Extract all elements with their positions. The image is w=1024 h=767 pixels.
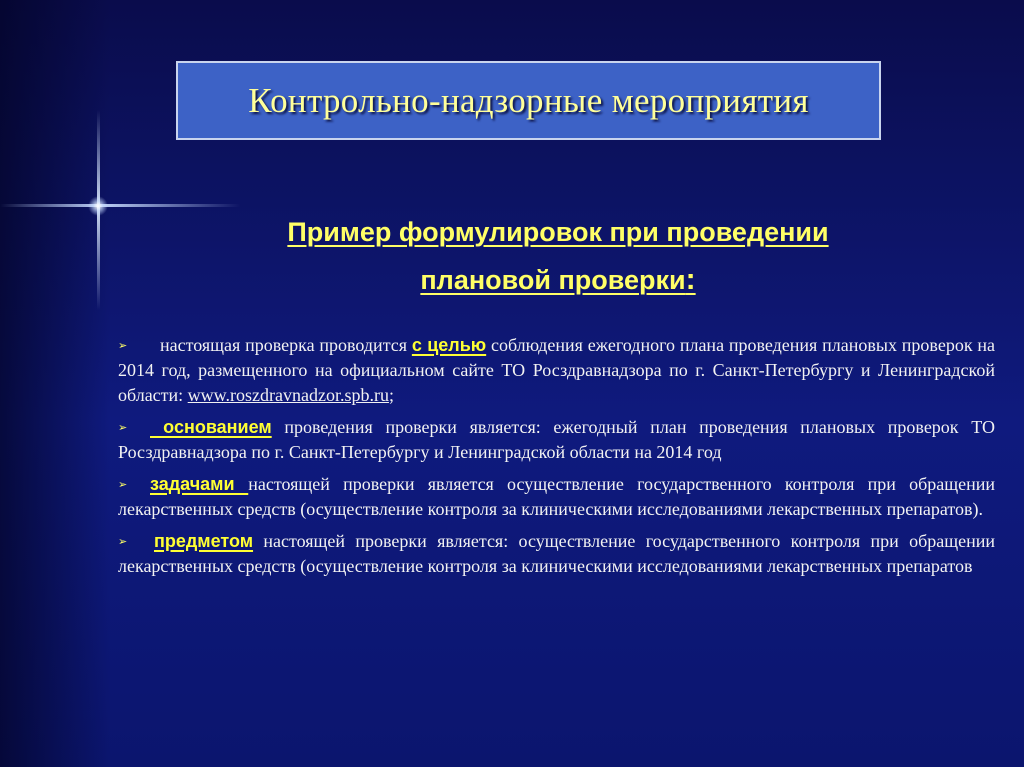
item-text: соблюдения ежегодного плана проведения плановых проверок на 2014 год, размещенного на официальном сайте ТО Росздравнадзора по г. Санкт-Петербургу и Ленинградской области: bbox=[118, 335, 996, 405]
list-item bbox=[118, 415, 995, 465]
slide-title: Контрольно-надзорные мероприятия bbox=[248, 80, 809, 120]
item-keyword: с целью bbox=[411, 335, 487, 355]
item-text: настоящей проверки является: осуществление государственного контроля при обращении лекарственных средств (осуществление контроля за клиническими исследованиями лекарственных препаратов bbox=[118, 531, 995, 576]
list-item bbox=[118, 472, 995, 522]
item-keyword: предметом bbox=[154, 531, 254, 551]
arrow-bullet-icon: ➢ bbox=[118, 535, 128, 548]
star-glow-center bbox=[88, 196, 108, 216]
subtitle bbox=[120, 208, 996, 304]
star-glow-horizontal bbox=[0, 204, 240, 207]
website-link[interactable]: www.roszdravnadzor.spb.ru bbox=[187, 385, 389, 405]
item-text-tail: ; bbox=[388, 385, 394, 405]
subtitle-line-1: Пример формулировок при проведении bbox=[287, 217, 829, 247]
subtitle-colon: : bbox=[685, 263, 696, 296]
background-shade bbox=[0, 0, 110, 767]
subtitle-line-2 bbox=[120, 256, 996, 304]
arrow-bullet-icon: ➢ bbox=[118, 339, 128, 352]
subtitle-line-2-text: плановой проверки bbox=[420, 265, 686, 295]
list-item bbox=[118, 529, 995, 579]
item-keyword: основанием bbox=[150, 417, 272, 437]
item-text-pre: настоящая проверка проводится bbox=[160, 335, 412, 355]
title-box bbox=[176, 61, 881, 140]
item-text: настоящей проверки является осуществление государственного контроля при обращении лекарственных средств (осуществление контроля за клиническими исследованиями лекарственных препаратов). bbox=[118, 474, 995, 519]
arrow-bullet-icon: ➢ bbox=[118, 478, 128, 491]
bullet-list bbox=[118, 333, 995, 586]
item-text: проведения проверки является: ежегодный план проведения плановых проверок ТО Росздравнадзора по г. Санкт-Петербургу и Ленинградской области на 2014 год bbox=[118, 417, 995, 462]
list-item bbox=[118, 333, 995, 408]
arrow-bullet-icon: ➢ bbox=[118, 421, 128, 434]
item-keyword: задачами bbox=[150, 474, 249, 494]
